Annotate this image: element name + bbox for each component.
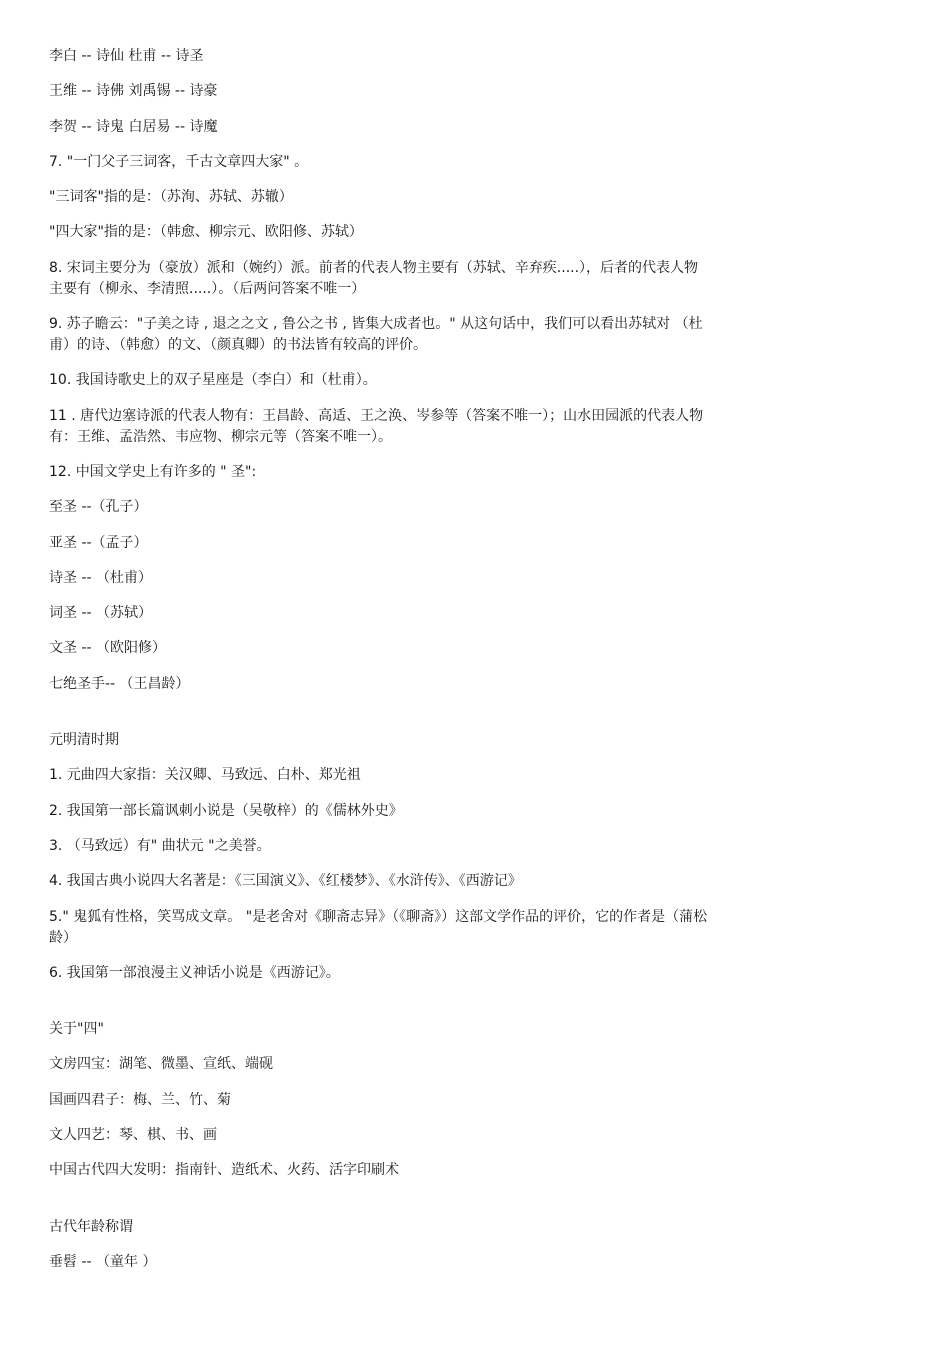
text-line: 10. 我国诗歌史上的双子星座是（李白）和（杜甫）。 [49,372,377,389]
section-heading: 元明清时期 [49,732,119,749]
paragraph: 5." 鬼狐有性格，笑骂成文章。 "是老舍对《聊斋志异》（《聊斋》）这部文学作品的评价，它的作者是（蒲松龄） [49,908,708,946]
document-page [49,46,709,1287]
text-line: "三词客"指的是：（苏洵、苏轼、苏辙） [49,189,293,206]
paragraph: 8. 宋词主要分为（豪放）派和（婉约）派。前者的代表人物主要有（苏轼、辛弃疾.....），后者的代表人物主要有（柳永、李清照.....）。（后两问答案不唯一） [49,259,699,297]
section-gap [49,1196,709,1217]
text-line: 李贺 -- 诗鬼 白居易 -- 诗魔 [49,118,218,135]
text-line: 中国古代四大发明：指南针、造纸术、火药、活字印刷术 [49,1162,399,1179]
text-line: 七绝圣手-- （王昌龄） [49,675,190,692]
text-line: 至圣 --（孔子） [49,499,148,516]
text-line: 3. （马致远）有" 曲状元 "之美誉。 [49,837,271,854]
text-line: 国画四君子：梅、兰、竹、菊 [49,1091,231,1108]
text-line: 王维 -- 诗佛 刘禹锡 -- 诗豪 [49,83,218,100]
paragraph: 9. 苏子瞻云："子美之诗 , 退之之文 , 鲁公之书 , 皆集大成者也。" 从这句话中，我们可以看出苏轼对 （杜甫）的诗、（韩愈）的文、（颜真卿）的书法皆有较高的评价。 [49,316,703,354]
text-line: 6. 我国第一部浪漫主义神话小说是《西游记》。 [49,964,340,981]
paragraph: 11 . 唐代边塞诗派的代表人物有：王昌龄、高适、王之涣、岑参等（答案不唯一）；山水田园派的代表人物有：王维、孟浩然、韦应物、柳宗元等（答案不唯一）。 [49,407,704,445]
text-line: 2. 我国第一部长篇讽刺小说是（吴敬梓）的《儒林外史》 [49,802,403,819]
text-line: "四大家"指的是：（韩愈、柳宗元、欧阳修、苏轼） [49,224,363,241]
text-line: 7. "一门父子三词客，千古文章四大家" 。 [49,153,309,170]
text-line: 1. 元曲四大家指：关汉卿、马致远、白朴、郑光祖 [49,767,361,784]
text-line: 文圣 -- （欧阳修） [49,640,167,657]
text-line: 李白 -- 诗仙 杜甫 -- 诗圣 [49,48,204,64]
text-line: 文房四宝：湖笔、微墨、宣纸、端砚 [49,1056,273,1073]
text-line: 词圣 -- （苏轼） [49,605,153,622]
section-gap [49,998,709,1019]
section-gap [49,709,709,730]
text-line: 垂髫 -- （童年 ） [49,1253,157,1270]
text-line: 文人四艺：琴、棋、书、画 [49,1127,217,1144]
section-heading: 古代年龄称谓 [49,1218,133,1235]
text-line: 12. 中国文学史上有许多的 " 圣": [49,463,257,480]
text-line: 诗圣 -- （杜甫） [49,569,153,586]
text-line: 亚圣 --（孟子） [49,534,148,551]
text-line: 4. 我国古典小说四大名著是：《三国演义》、《红楼梦》、《水浒传》、《西游记》 [49,873,522,890]
section-heading: 关于"四" [49,1021,104,1038]
